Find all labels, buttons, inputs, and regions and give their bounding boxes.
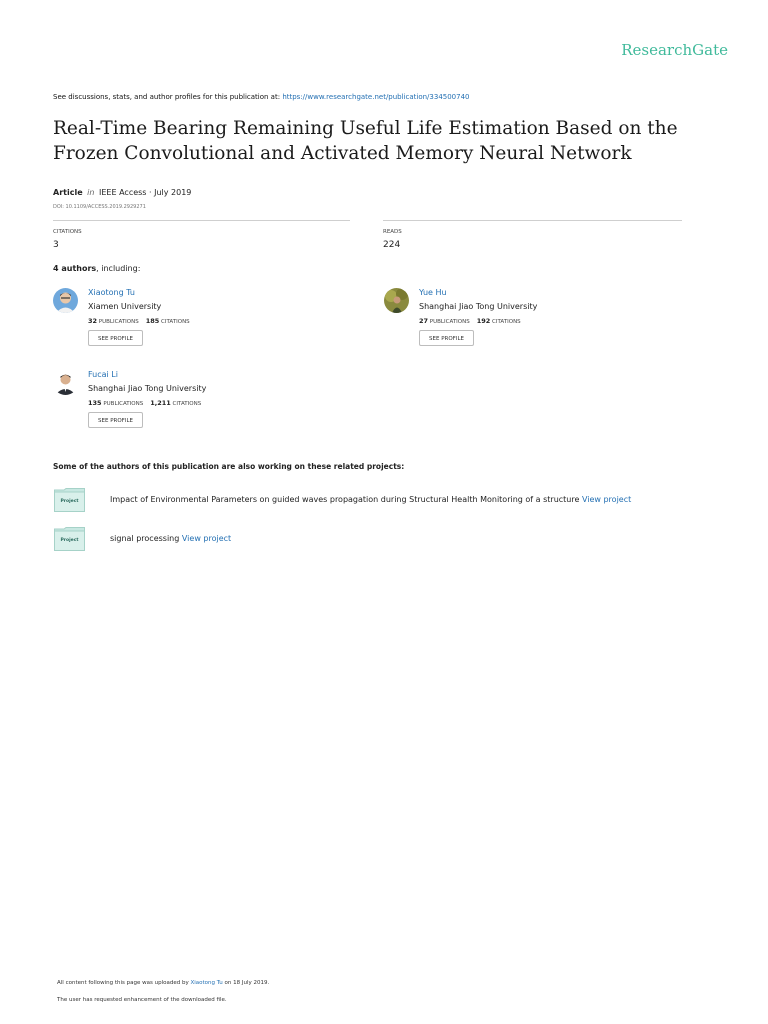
author-citations-count: 1,211	[150, 399, 171, 407]
project-folder-label: Project	[60, 499, 79, 504]
authors-heading	[53, 264, 140, 273]
author-stats	[419, 317, 521, 325]
publication-title: Real-Time Bearing Remaining Useful Life Estimation Based on the Frozen Convolutional and Activated Memory Neural Network	[53, 118, 678, 164]
project-text	[110, 495, 631, 504]
citations-label: CITATIONS	[161, 319, 190, 325]
enhancement-notice: The user has requested enhancement of the downloaded file.	[57, 997, 227, 1003]
author-stats	[88, 399, 201, 407]
publications-label: PUBLICATIONS	[429, 319, 470, 325]
citations-label: CITATIONS	[492, 319, 521, 325]
view-project-link[interactable]: View project	[181, 534, 232, 543]
publication-venue: IEEE Access · July 2019	[99, 188, 192, 197]
see-profile-button[interactable]: SEE PROFILE	[88, 330, 143, 346]
author-institution: Shanghai Jiao Tong University	[419, 302, 538, 311]
see-profile-button[interactable]: SEE PROFILE	[88, 412, 143, 428]
view-project-link[interactable]: View project	[581, 495, 632, 504]
upload-notice	[57, 980, 269, 986]
reads-divider	[383, 220, 682, 221]
project-folder-icon[interactable]	[54, 488, 85, 512]
project-text	[110, 534, 231, 543]
publication-doi: DOI: 10.1109/ACCESS.2019.2929271	[53, 204, 146, 210]
project-title: signal processing	[110, 534, 180, 543]
authors-count: 4 authors	[53, 264, 97, 273]
citations-divider	[53, 220, 350, 221]
publications-label: PUBLICATIONS	[98, 319, 139, 325]
author-avatar[interactable]	[384, 288, 409, 313]
publication-type: Article	[53, 188, 83, 197]
citations-value: 3	[53, 240, 59, 250]
author-name-link[interactable]: Yue Hu	[419, 288, 447, 297]
project-folder-icon[interactable]	[54, 527, 85, 551]
researchgate-logo[interactable]: ResearchGate	[621, 41, 728, 59]
author-card	[53, 370, 353, 440]
reads-label: READS	[383, 229, 402, 235]
author-card	[384, 288, 684, 358]
publication-url-link[interactable]: https://www.researchgate.net/publication/334500740	[282, 93, 470, 101]
citations-label: CITATIONS	[53, 229, 82, 235]
author-avatar[interactable]	[53, 370, 78, 395]
author-institution: Shanghai Jiao Tong University	[88, 384, 207, 393]
author-institution: Xiamen University	[88, 302, 162, 311]
see-profile-button[interactable]: SEE PROFILE	[419, 330, 474, 346]
author-avatar[interactable]	[53, 288, 78, 313]
publication-meta	[53, 188, 191, 197]
uploaded-suffix: on 18 July 2019.	[224, 980, 270, 986]
discussions-text: See discussions, stats, and author profiles for this publication at:	[53, 93, 281, 101]
author-publications-count: 27	[419, 317, 429, 325]
avatar-photo-icon	[384, 288, 409, 313]
author-name-link[interactable]: Xiaotong Tu	[88, 288, 135, 297]
avatar-photo-icon	[53, 288, 78, 313]
in-label: in	[87, 188, 95, 197]
project-title: Impact of Environmental Parameters on guided waves propagation during Structural Health Monitoring of a structure	[110, 495, 580, 504]
uploaded-prefix: All content following this page was uploaded by	[57, 980, 189, 986]
author-name-link[interactable]: Fucai Li	[88, 370, 118, 379]
discussions-notice	[53, 93, 470, 101]
project-row	[54, 488, 694, 514]
project-folder-label: Project	[60, 538, 79, 543]
uploader-link[interactable]: Xiaotong Tu	[190, 980, 223, 986]
authors-including: , including:	[96, 264, 141, 273]
reads-value: 224	[383, 240, 401, 250]
avatar-photo-icon	[53, 370, 78, 395]
author-publications-count: 135	[88, 399, 102, 407]
author-card	[53, 288, 353, 358]
publications-label: PUBLICATIONS	[103, 401, 144, 407]
project-row	[54, 527, 694, 553]
author-citations-count: 185	[145, 317, 160, 325]
author-publications-count: 32	[88, 317, 98, 325]
author-stats	[88, 317, 190, 325]
author-citations-count: 192	[476, 317, 491, 325]
related-projects-heading: Some of the authors of this publication are also working on these related projects:	[53, 462, 405, 471]
citations-label: CITATIONS	[172, 401, 202, 407]
